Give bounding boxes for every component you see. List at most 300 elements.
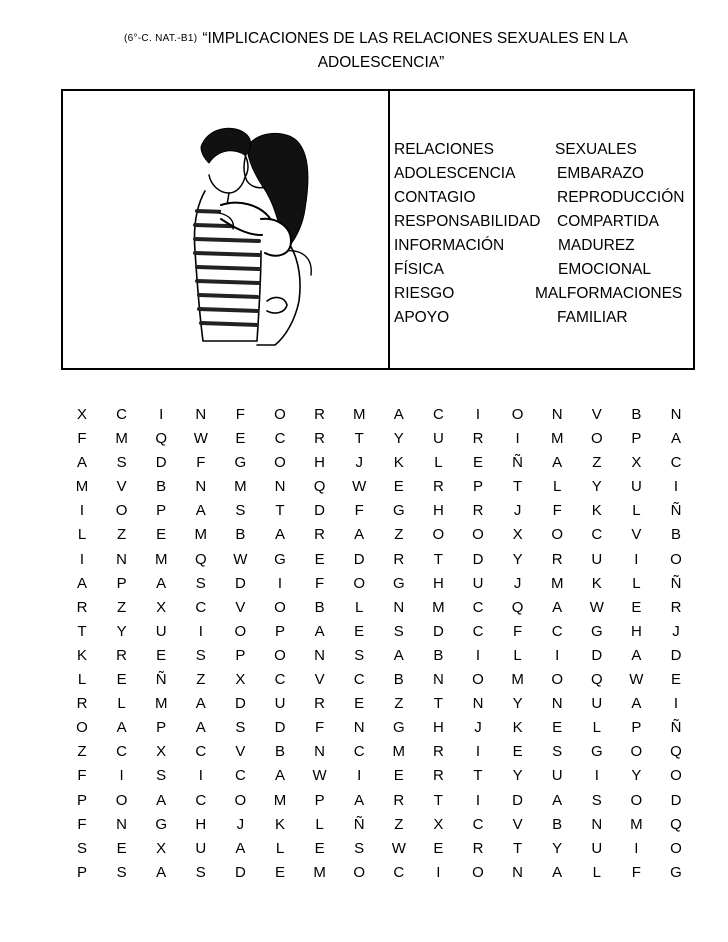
- grid-letter[interactable]: A: [235, 839, 246, 857]
- grid-letter[interactable]: H: [630, 622, 642, 640]
- grid-letter[interactable]: I: [515, 430, 520, 448]
- grid-letter[interactable]: K: [274, 815, 285, 833]
- grid-letter[interactable]: A: [354, 526, 365, 544]
- grid-letter[interactable]: I: [277, 574, 283, 592]
- grid-letter[interactable]: N: [116, 550, 128, 568]
- grid-letter[interactable]: X: [512, 526, 523, 544]
- grid-letter[interactable]: A: [393, 406, 404, 423]
- grid-letter[interactable]: B: [631, 406, 642, 423]
- grid-letter[interactable]: E: [631, 598, 642, 616]
- grid-letter[interactable]: A: [116, 719, 127, 737]
- grid-letter[interactable]: N: [512, 863, 524, 881]
- grid-letter[interactable]: P: [235, 646, 246, 664]
- grid-letter[interactable]: R: [76, 598, 88, 616]
- grid-letter[interactable]: I: [159, 406, 164, 423]
- grid-letter[interactable]: G: [392, 502, 405, 520]
- grid-letter[interactable]: N: [472, 695, 484, 713]
- grid-letter[interactable]: E: [512, 743, 523, 761]
- grid-letter[interactable]: C: [591, 526, 603, 544]
- grid-letter[interactable]: B: [433, 646, 444, 664]
- grid-letter[interactable]: X: [235, 671, 246, 689]
- grid-letter[interactable]: D: [234, 863, 246, 881]
- grid-letter[interactable]: P: [472, 478, 483, 496]
- grid-letter[interactable]: W: [352, 478, 367, 496]
- grid-letter[interactable]: N: [432, 671, 444, 689]
- grid-letter[interactable]: I: [475, 791, 481, 809]
- grid-letter[interactable]: H: [314, 454, 326, 472]
- grid-letter[interactable]: Ñ: [353, 815, 365, 833]
- grid-letter[interactable]: M: [550, 430, 564, 448]
- grid-letter[interactable]: S: [552, 743, 563, 761]
- grid-letter[interactable]: B: [393, 671, 404, 689]
- grid-letter[interactable]: A: [354, 791, 365, 809]
- grid-letter[interactable]: O: [234, 791, 247, 809]
- grid-letter[interactable]: D: [353, 550, 365, 568]
- grid-letter[interactable]: A: [631, 695, 642, 713]
- grid-letter[interactable]: N: [195, 406, 207, 423]
- grid-letter[interactable]: D: [155, 454, 167, 472]
- grid-letter[interactable]: T: [513, 478, 523, 496]
- grid-letter[interactable]: M: [352, 406, 366, 423]
- grid-letter[interactable]: O: [472, 671, 484, 689]
- grid-letter[interactable]: A: [274, 767, 285, 785]
- grid-letter[interactable]: T: [433, 791, 443, 809]
- grid-letter[interactable]: U: [591, 839, 603, 857]
- grid-letter[interactable]: E: [354, 695, 365, 713]
- grid-letter[interactable]: I: [673, 695, 679, 713]
- grid-letter[interactable]: G: [590, 743, 603, 761]
- grid-letter[interactable]: Y: [512, 695, 523, 713]
- grid-letter[interactable]: U: [155, 622, 167, 640]
- grid-letter[interactable]: M: [115, 430, 128, 448]
- grid-letter[interactable]: C: [472, 815, 484, 833]
- grid-letter[interactable]: T: [77, 622, 87, 640]
- grid-letter[interactable]: M: [154, 550, 168, 568]
- grid-letter[interactable]: R: [472, 502, 484, 520]
- grid-letter[interactable]: K: [591, 502, 602, 520]
- grid-letter[interactable]: A: [76, 574, 87, 592]
- grid-letter[interactable]: L: [592, 719, 601, 737]
- grid-letter[interactable]: O: [115, 791, 128, 809]
- grid-letter[interactable]: X: [433, 815, 444, 833]
- grid-letter[interactable]: K: [512, 719, 523, 737]
- grid-letter[interactable]: B: [156, 478, 167, 496]
- grid-letter[interactable]: A: [195, 719, 206, 737]
- grid-letter[interactable]: A: [156, 574, 167, 592]
- grid-letter[interactable]: I: [79, 502, 85, 520]
- grid-letter[interactable]: C: [116, 406, 128, 423]
- grid-letter[interactable]: M: [234, 478, 247, 496]
- grid-letter[interactable]: M: [550, 574, 564, 592]
- grid-letter[interactable]: D: [591, 646, 603, 664]
- grid-letter[interactable]: C: [195, 743, 207, 761]
- grid-letter[interactable]: L: [553, 478, 562, 496]
- grid-letter[interactable]: N: [551, 695, 563, 713]
- grid-letter[interactable]: F: [77, 430, 87, 448]
- grid-letter[interactable]: A: [274, 526, 285, 544]
- grid-letter[interactable]: K: [76, 646, 87, 664]
- grid-letter[interactable]: G: [392, 574, 405, 592]
- grid-letter[interactable]: O: [274, 646, 286, 664]
- grid-letter[interactable]: O: [274, 454, 286, 472]
- grid-letter[interactable]: R: [314, 526, 326, 544]
- grid-letter[interactable]: E: [314, 550, 325, 568]
- grid-letter[interactable]: M: [273, 791, 287, 809]
- grid-letter[interactable]: P: [274, 622, 285, 640]
- grid-letter[interactable]: G: [392, 719, 405, 737]
- grid-letter[interactable]: W: [233, 550, 248, 568]
- grid-letter[interactable]: R: [76, 695, 88, 713]
- grid-letter[interactable]: R: [432, 478, 444, 496]
- grid-letter[interactable]: N: [551, 406, 563, 423]
- grid-letter[interactable]: M: [630, 815, 643, 833]
- grid-letter[interactable]: Q: [194, 550, 207, 568]
- grid-letter[interactable]: I: [475, 646, 481, 664]
- grid-letter[interactable]: U: [591, 695, 603, 713]
- grid-letter[interactable]: N: [314, 743, 326, 761]
- grid-letter[interactable]: J: [513, 502, 522, 520]
- grid-letter[interactable]: V: [235, 598, 246, 616]
- grid-letter[interactable]: L: [632, 574, 641, 592]
- grid-letter[interactable]: F: [77, 815, 87, 833]
- grid-letter[interactable]: N: [591, 815, 603, 833]
- grid-letter[interactable]: U: [630, 478, 642, 496]
- grid-letter[interactable]: S: [156, 767, 167, 785]
- grid-letter[interactable]: J: [236, 815, 245, 833]
- grid-letter[interactable]: I: [634, 550, 639, 568]
- grid-letter[interactable]: M: [313, 863, 326, 881]
- grid-letter[interactable]: F: [631, 863, 641, 881]
- grid-letter[interactable]: J: [672, 622, 680, 640]
- grid-letter[interactable]: A: [156, 863, 167, 881]
- grid-letter[interactable]: S: [235, 502, 246, 520]
- grid-letter[interactable]: E: [156, 526, 167, 544]
- grid-letter[interactable]: D: [314, 502, 326, 520]
- grid-letter[interactable]: A: [393, 646, 404, 664]
- grid-letter[interactable]: E: [274, 863, 285, 881]
- grid-letter[interactable]: Z: [394, 815, 404, 833]
- grid-letter[interactable]: X: [156, 598, 167, 616]
- grid-letter[interactable]: G: [670, 863, 682, 881]
- grid-letter[interactable]: L: [355, 598, 364, 616]
- grid-letter[interactable]: Q: [313, 478, 326, 496]
- grid-letter[interactable]: M: [194, 526, 208, 544]
- grid-letter[interactable]: E: [472, 454, 483, 472]
- grid-letter[interactable]: T: [513, 839, 523, 857]
- grid-letter[interactable]: D: [670, 791, 682, 809]
- grid-letter[interactable]: S: [354, 646, 365, 664]
- grid-letter[interactable]: M: [432, 598, 445, 616]
- grid-letter[interactable]: A: [195, 695, 206, 713]
- grid-letter[interactable]: I: [119, 767, 124, 785]
- grid-letter[interactable]: A: [156, 791, 167, 809]
- grid-letter[interactable]: Z: [394, 695, 404, 713]
- grid-letter[interactable]: I: [198, 622, 203, 640]
- grid-letter[interactable]: L: [434, 454, 443, 472]
- grid-letter[interactable]: I: [673, 478, 679, 496]
- grid-letter[interactable]: F: [354, 502, 364, 520]
- grid-letter[interactable]: C: [116, 743, 128, 761]
- grid-letter[interactable]: U: [195, 839, 207, 857]
- grid-letter[interactable]: Y: [591, 478, 602, 496]
- grid-letter[interactable]: H: [432, 574, 444, 592]
- grid-letter[interactable]: L: [77, 671, 87, 689]
- grid-letter[interactable]: M: [392, 743, 406, 761]
- grid-letter[interactable]: P: [76, 791, 87, 809]
- grid-letter[interactable]: V: [235, 743, 246, 761]
- grid-letter[interactable]: C: [432, 406, 444, 423]
- grid-letter[interactable]: A: [670, 430, 681, 448]
- grid-letter[interactable]: S: [195, 863, 206, 881]
- grid-letter[interactable]: Ñ: [155, 671, 167, 689]
- grid-letter[interactable]: D: [234, 574, 246, 592]
- grid-letter[interactable]: Z: [77, 743, 87, 761]
- grid-letter[interactable]: B: [274, 743, 285, 761]
- grid-letter[interactable]: S: [116, 863, 127, 881]
- grid-letter[interactable]: F: [315, 719, 325, 737]
- grid-letter[interactable]: Y: [512, 767, 523, 785]
- grid-letter[interactable]: M: [75, 478, 89, 496]
- grid-letter[interactable]: R: [432, 743, 444, 761]
- grid-letter[interactable]: U: [432, 430, 444, 448]
- grid-letter[interactable]: A: [552, 863, 563, 881]
- grid-letter[interactable]: R: [551, 550, 563, 568]
- grid-letter[interactable]: S: [116, 454, 127, 472]
- grid-letter[interactable]: D: [512, 791, 524, 809]
- grid-letter[interactable]: O: [353, 863, 366, 881]
- grid-letter[interactable]: H: [432, 502, 444, 520]
- grid-letter[interactable]: D: [670, 646, 682, 664]
- grid-letter[interactable]: X: [156, 743, 167, 761]
- grid-letter[interactable]: F: [77, 767, 87, 785]
- grid-letter[interactable]: I: [475, 406, 481, 423]
- grid-letter[interactable]: O: [630, 743, 643, 761]
- grid-letter[interactable]: C: [234, 767, 246, 785]
- grid-letter[interactable]: N: [393, 598, 405, 616]
- grid-letter[interactable]: V: [631, 526, 642, 544]
- grid-letter[interactable]: O: [670, 767, 682, 785]
- grid-letter[interactable]: R: [393, 550, 405, 568]
- grid-letter[interactable]: T: [275, 502, 285, 520]
- grid-letter[interactable]: C: [195, 791, 207, 809]
- grid-letter[interactable]: O: [115, 502, 128, 520]
- grid-letter[interactable]: E: [235, 430, 246, 448]
- grid-letter[interactable]: R: [314, 695, 326, 713]
- grid-letter[interactable]: F: [315, 574, 325, 592]
- grid-letter[interactable]: C: [353, 671, 365, 689]
- grid-letter[interactable]: V: [591, 406, 602, 423]
- grid-letter[interactable]: A: [552, 598, 563, 616]
- grid-letter[interactable]: G: [234, 454, 247, 472]
- grid-letter[interactable]: F: [235, 406, 245, 423]
- grid-letter[interactable]: G: [590, 622, 603, 640]
- grid-letter[interactable]: S: [195, 574, 206, 592]
- grid-letter[interactable]: Ñ: [512, 454, 524, 472]
- grid-letter[interactable]: J: [355, 454, 363, 472]
- grid-letter[interactable]: Ñ: [670, 574, 682, 592]
- grid-letter[interactable]: K: [591, 574, 602, 592]
- grid-letter[interactable]: U: [274, 695, 286, 713]
- grid-letter[interactable]: R: [314, 430, 326, 448]
- grid-letter[interactable]: Y: [552, 839, 563, 857]
- grid-letter[interactable]: W: [589, 598, 604, 616]
- grid-letter[interactable]: E: [314, 839, 325, 857]
- grid-letter[interactable]: G: [274, 550, 286, 568]
- grid-letter[interactable]: Q: [511, 598, 524, 616]
- grid-letter[interactable]: P: [116, 574, 127, 592]
- grid-letter[interactable]: C: [670, 454, 682, 472]
- grid-letter[interactable]: E: [354, 622, 365, 640]
- grid-letter[interactable]: Y: [116, 622, 127, 640]
- grid-letter[interactable]: R: [670, 598, 682, 616]
- grid-letter[interactable]: T: [433, 550, 443, 568]
- grid-letter[interactable]: J: [513, 574, 522, 592]
- grid-letter[interactable]: S: [195, 646, 206, 664]
- grid-letter[interactable]: Z: [196, 671, 206, 689]
- grid-letter[interactable]: A: [552, 454, 563, 472]
- grid-letter[interactable]: H: [195, 815, 207, 833]
- grid-letter[interactable]: Y: [393, 430, 404, 448]
- grid-letter[interactable]: F: [513, 622, 523, 640]
- grid-letter[interactable]: N: [670, 406, 682, 423]
- grid-letter[interactable]: N: [116, 815, 128, 833]
- grid-letter[interactable]: O: [274, 406, 286, 423]
- grid-letter[interactable]: M: [154, 695, 168, 713]
- grid-letter[interactable]: D: [274, 719, 286, 737]
- grid-letter[interactable]: I: [634, 839, 639, 857]
- grid-letter[interactable]: T: [354, 430, 364, 448]
- grid-letter[interactable]: C: [472, 622, 484, 640]
- grid-letter[interactable]: Z: [117, 526, 127, 544]
- grid-letter[interactable]: V: [116, 478, 127, 496]
- grid-letter[interactable]: E: [433, 839, 444, 857]
- grid-letter[interactable]: C: [274, 671, 286, 689]
- grid-letter[interactable]: L: [77, 526, 87, 544]
- grid-letter[interactable]: R: [472, 430, 484, 448]
- grid-letter[interactable]: Q: [670, 815, 682, 833]
- grid-letter[interactable]: N: [274, 478, 286, 496]
- grid-letter[interactable]: M: [511, 671, 524, 689]
- grid-letter[interactable]: C: [393, 863, 405, 881]
- grid-letter[interactable]: C: [551, 622, 563, 640]
- grid-letter[interactable]: O: [551, 671, 564, 689]
- grid-letter[interactable]: A: [195, 502, 206, 520]
- grid-letter[interactable]: I: [594, 767, 599, 785]
- grid-letter[interactable]: A: [552, 791, 563, 809]
- grid-letter[interactable]: O: [670, 839, 682, 857]
- grid-letter[interactable]: E: [670, 671, 681, 689]
- grid-letter[interactable]: I: [79, 550, 85, 568]
- grid-letter[interactable]: R: [116, 646, 128, 664]
- grid-letter[interactable]: H: [432, 719, 444, 737]
- grid-letter[interactable]: L: [632, 502, 641, 520]
- grid-letter[interactable]: U: [591, 550, 603, 568]
- grid-letter[interactable]: F: [196, 454, 206, 472]
- grid-letter[interactable]: O: [670, 550, 682, 568]
- grid-letter[interactable]: C: [472, 598, 484, 616]
- grid-letter[interactable]: T: [473, 767, 483, 785]
- grid-letter[interactable]: S: [235, 719, 246, 737]
- grid-letter[interactable]: Q: [670, 743, 682, 761]
- grid-letter[interactable]: Z: [592, 454, 602, 472]
- grid-letter[interactable]: D: [234, 695, 246, 713]
- grid-letter[interactable]: J: [474, 719, 482, 737]
- grid-letter[interactable]: N: [195, 478, 207, 496]
- grid-letter[interactable]: P: [156, 502, 167, 520]
- grid-letter[interactable]: O: [590, 430, 603, 448]
- grid-letter[interactable]: U: [551, 767, 563, 785]
- grid-letter[interactable]: O: [472, 526, 484, 544]
- grid-letter[interactable]: I: [475, 743, 481, 761]
- grid-letter[interactable]: S: [591, 791, 602, 809]
- grid-letter[interactable]: I: [198, 767, 203, 785]
- grid-letter[interactable]: G: [155, 815, 168, 833]
- grid-letter[interactable]: P: [631, 719, 642, 737]
- grid-letter[interactable]: E: [116, 839, 127, 857]
- grid-letter[interactable]: O: [234, 622, 247, 640]
- grid-letter[interactable]: D: [432, 622, 444, 640]
- grid-letter[interactable]: Q: [155, 430, 168, 448]
- grid-letter[interactable]: X: [631, 454, 642, 472]
- grid-letter[interactable]: N: [314, 646, 326, 664]
- grid-letter[interactable]: O: [274, 598, 286, 616]
- grid-letter[interactable]: B: [235, 526, 246, 544]
- grid-letter[interactable]: I: [357, 767, 362, 785]
- grid-letter[interactable]: T: [433, 695, 443, 713]
- grid-letter[interactable]: O: [630, 791, 643, 809]
- grid-letter[interactable]: R: [314, 406, 326, 423]
- grid-letter[interactable]: C: [274, 430, 286, 448]
- grid-letter[interactable]: O: [551, 526, 564, 544]
- grid-letter[interactable]: O: [511, 406, 524, 423]
- grid-letter[interactable]: R: [393, 791, 405, 809]
- grid-letter[interactable]: W: [193, 430, 208, 448]
- grid-letter[interactable]: S: [393, 622, 404, 640]
- grid-letter[interactable]: R: [472, 839, 484, 857]
- grid-letter[interactable]: F: [552, 502, 562, 520]
- grid-letter[interactable]: Q: [590, 671, 603, 689]
- grid-letter[interactable]: O: [76, 719, 88, 737]
- grid-letter[interactable]: E: [116, 671, 127, 689]
- grid-letter[interactable]: P: [314, 791, 325, 809]
- grid-letter[interactable]: A: [631, 646, 642, 664]
- grid-letter[interactable]: O: [472, 863, 484, 881]
- grid-letter[interactable]: S: [354, 839, 365, 857]
- grid-letter[interactable]: W: [391, 839, 406, 857]
- grid-letter[interactable]: E: [393, 478, 404, 496]
- grid-letter[interactable]: Y: [512, 550, 523, 568]
- grid-letter[interactable]: L: [117, 695, 126, 713]
- grid-letter[interactable]: X: [156, 839, 167, 857]
- grid-letter[interactable]: C: [353, 743, 365, 761]
- grid-letter[interactable]: U: [472, 574, 484, 592]
- grid-letter[interactable]: Z: [117, 598, 127, 616]
- grid-letter[interactable]: Y: [631, 767, 642, 785]
- grid-letter[interactable]: A: [76, 454, 87, 472]
- grid-letter[interactable]: L: [513, 646, 522, 664]
- grid-letter[interactable]: L: [275, 839, 285, 857]
- grid-letter[interactable]: X: [76, 406, 87, 423]
- grid-letter[interactable]: Z: [394, 526, 404, 544]
- grid-letter[interactable]: N: [353, 719, 365, 737]
- grid-letter[interactable]: L: [315, 815, 324, 833]
- grid-letter[interactable]: E: [552, 719, 563, 737]
- grid-letter[interactable]: I: [436, 863, 441, 881]
- grid-letter[interactable]: R: [432, 767, 444, 785]
- grid-letter[interactable]: B: [552, 815, 563, 833]
- grid-letter[interactable]: C: [195, 598, 207, 616]
- grid-letter[interactable]: D: [472, 550, 484, 568]
